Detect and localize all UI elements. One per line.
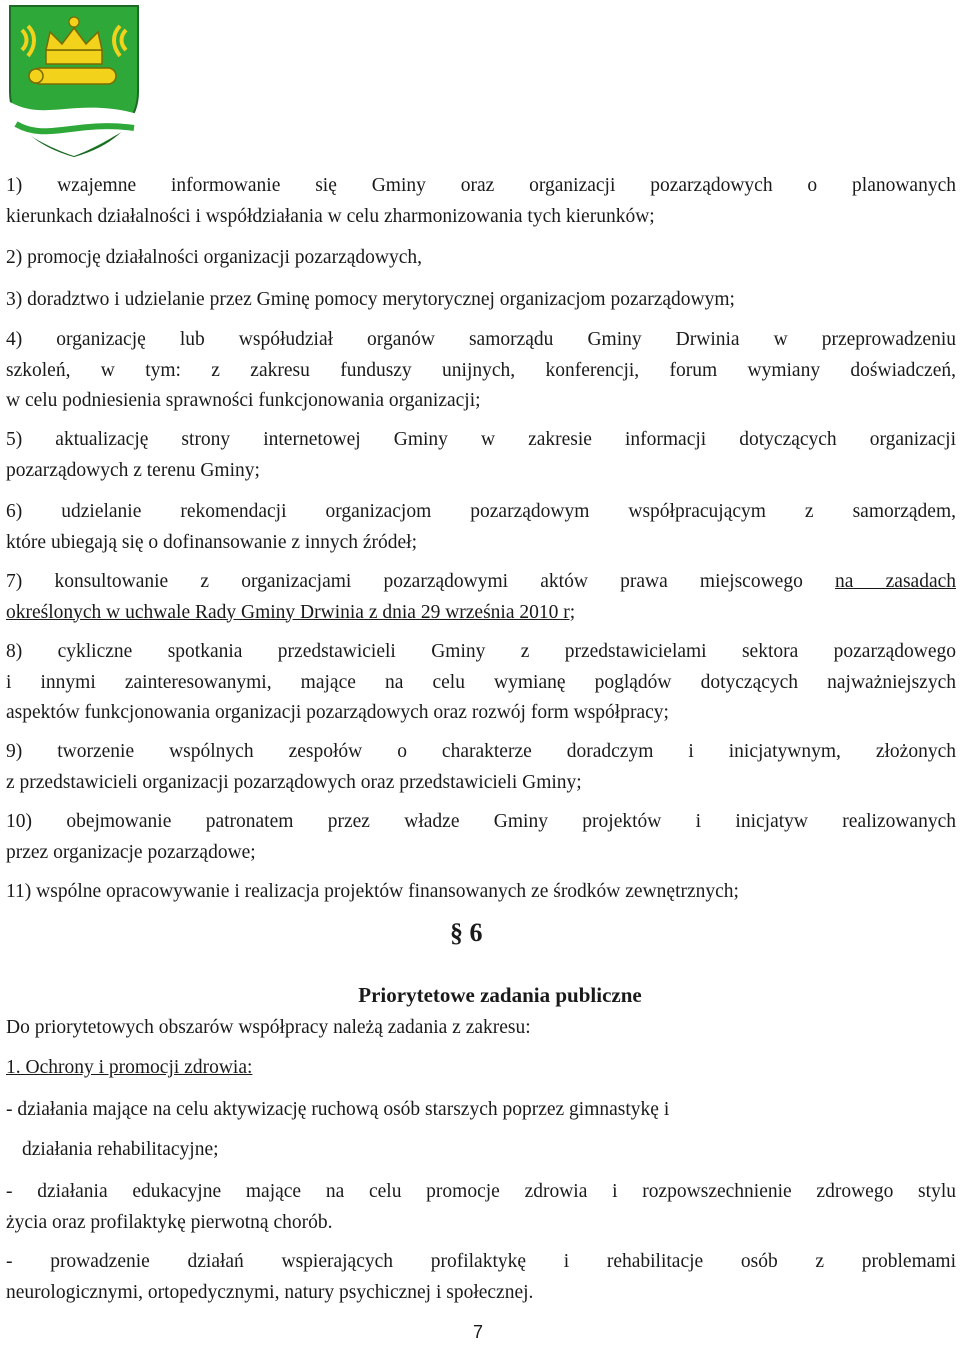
bullet-item-3 — [6, 1177, 956, 1238]
bullet-line: - prowadzenie działań wspierających profilaktykę i rehabilitacje osób z problemami — [6, 1251, 956, 1272]
list-item-5 — [6, 425, 956, 486]
list-item-line: 2) promocję działalności organizacji pozarządowych, — [6, 247, 423, 268]
section-title: Priorytetowe zadania publiczne — [358, 983, 642, 1007]
bullet-item-2 — [22, 1135, 956, 1166]
list-item-line: z przedstawicieli organizacji pozarządowych oraz przedstawicieli Gminy; — [6, 771, 582, 793]
list-item-4 — [6, 325, 956, 417]
list-item-line: szkoleń, w tym: z zakresu funduszy unijnych, konferencji, forum wymiany doświadczeń, — [6, 359, 956, 381]
list-item-line: 6) udzielanie rekomendacji organizacjom pozarządowym współpracującym z samorządem, — [6, 501, 956, 522]
bullet-line: działania rehabilitacyjne; — [22, 1139, 219, 1160]
list-item-line: 8) cykliczne spotkania przedstawicieli Gminy z przedstawicielami sektora pozarządowego — [6, 641, 956, 662]
list-item-11 — [6, 877, 956, 908]
list-item-line: w celu podniesienia sprawności funkcjonowania organizacji; — [6, 390, 481, 411]
list-item-9 — [6, 737, 956, 798]
bullet-line: - działania edukacyjne mające na celu promocje zdrowia i rozpowszechnienie zdrowego stylu — [6, 1181, 956, 1202]
area-title — [6, 1053, 956, 1084]
list-item-line: 10) obejmowanie patronatem przez władze Gminy projektów i inicjatyw realizowanych — [6, 811, 956, 832]
bullet-line: neurologicznymi, ortopedycznymi, natury psychicznej i społecznej. — [6, 1281, 534, 1303]
section-number: § 6 — [450, 918, 483, 947]
page-number: 7 — [473, 1322, 484, 1342]
list-item-2 — [6, 243, 956, 274]
bullet-item-4 — [6, 1247, 956, 1308]
bullet-line: - działania mające na celu aktywizację ruchową osób starszych poprzez gimnastykę i — [6, 1099, 670, 1120]
list-item-line: 1) wzajemne informowanie się Gminy oraz organizacji pozarządowych o planowanych — [6, 175, 956, 196]
list-item-10 — [6, 807, 956, 868]
list-item-3 — [6, 285, 956, 316]
list-item-line: 11) wspólne opracowywanie i realizacja projektów finansowanych ze środków zewnętrznych; — [6, 881, 739, 902]
list-item-7 — [6, 567, 956, 628]
bullet-line: życia oraz profilaktykę pierwotną chorób. — [6, 1211, 333, 1233]
list-item-line: 3) doradztwo i udzielanie przez Gminę pomocy merytorycznej organizacjom pozarządowym; — [6, 289, 735, 310]
list-item-line: przez organizacje pozarządowe; — [6, 841, 256, 863]
list-item-line: aspektów funkcjonowania organizacji pozarządowych oraz rozwój form współpracy; — [6, 702, 669, 723]
list-item-8 — [6, 637, 956, 729]
list-item-line: określonych w uchwale Rady Gminy Drwinia z dnia 29 września 2010 r; — [6, 601, 576, 623]
underlined-text: na zasadach — [835, 571, 956, 592]
list-item-line: pozarządowych z terenu Gminy; — [6, 459, 260, 481]
list-item-1 — [6, 171, 956, 232]
list-item-line: kierunkach działalności i współdziałania w celu zharmonizowania tych kierunków; — [6, 205, 655, 227]
list-item-text: 7) konsultowanie z organizacjami pozarządowymi aktów prawa miejscowego — [6, 571, 803, 592]
list-item-line: i innymi zainteresowanymi, mające na celu wymianę poglądów dotyczących najważniejszych — [6, 671, 956, 693]
list-item-line: 9) tworzenie wspólnych zespołów o charakterze doradczym i inicjatywnym, złożonych — [6, 741, 956, 762]
list-item-6 — [6, 497, 956, 558]
intro-paragraph — [6, 1013, 956, 1044]
intro-line: Do priorytetowych obszarów współpracy należą zadania z zakresu: — [6, 1017, 531, 1038]
list-item-line: które ubiegają się o dofinansowanie z innych źródeł; — [6, 531, 417, 553]
list-item-line: 5) aktualizację strony internetowej Gminy w zakresie informacji dotyczących organizacji — [6, 429, 956, 450]
coat-of-arms-logo — [6, 2, 142, 158]
list-item-line — [6, 567, 956, 598]
bullet-item-1 — [6, 1095, 956, 1126]
area-title-text: 1. Ochrony i promocji zdrowia: — [6, 1057, 253, 1078]
list-item-line: 4) organizację lub współudział organów samorządu Gminy Drwinia w przeprowadzeniu — [6, 329, 956, 350]
